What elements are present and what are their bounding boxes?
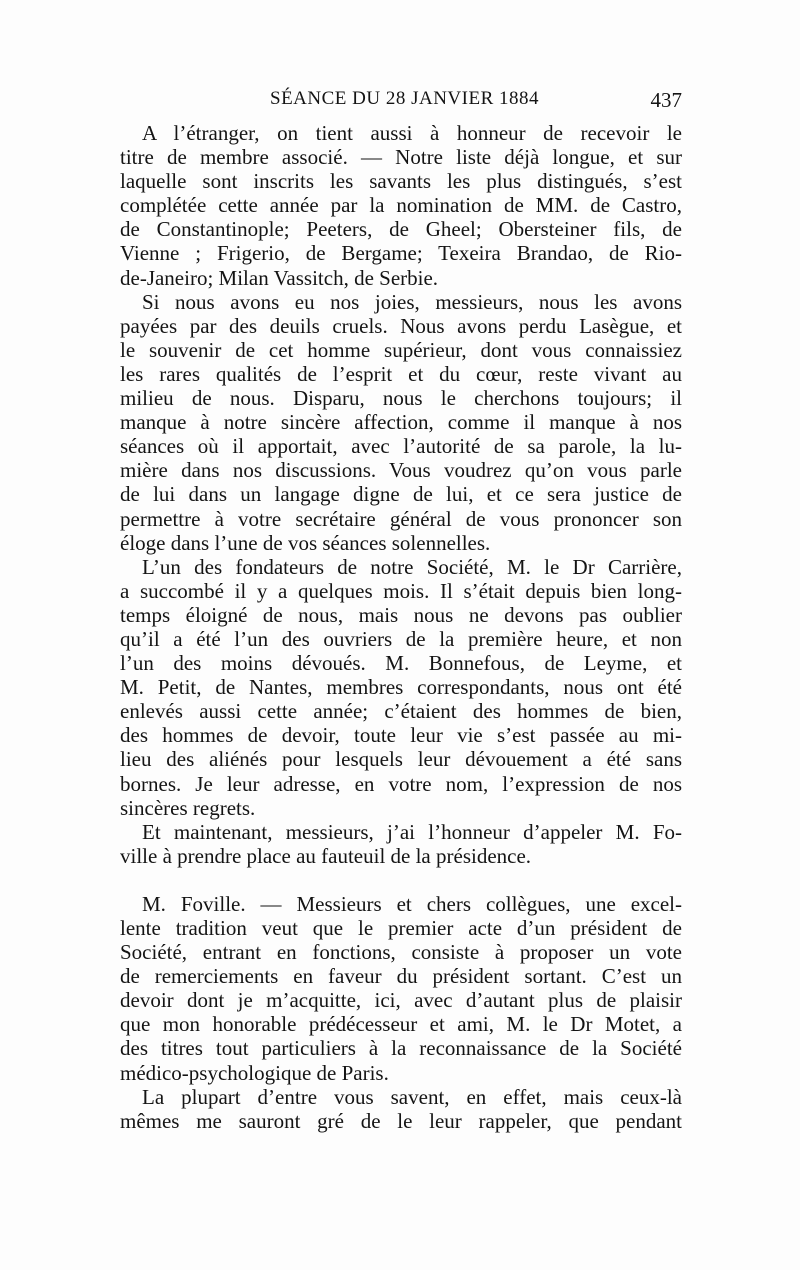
text-line: l’un des moins dévoués. M. Bonnefous, de Leyme, et	[120, 651, 682, 676]
text-line: sincères regrets.	[120, 795, 256, 820]
text-line: temps éloigné de nous, mais nous ne devons pas oublier	[120, 602, 682, 627]
text-line: ville à prendre place au fauteuil de la présidence.	[120, 843, 532, 868]
text-line: Vienne ; Frigerio, de Bergame; Texeira Brandao, de Rio-	[120, 241, 682, 266]
paragraph-foreign-members	[120, 121, 682, 290]
paragraph-invitation	[120, 820, 682, 868]
text-line: a succombé il y a quelques mois. Il s’était depuis bien long-	[120, 578, 682, 603]
text-line: bornes. Je leur adresse, en votre nom, l’expression de nos	[120, 771, 682, 796]
text-line: Société, entrant en fonctions, consiste à proposer un vote	[120, 940, 682, 965]
text-line: La plupart d’entre vous savent, en effet, mais ceux-là	[142, 1084, 682, 1109]
text-line: A l’étranger, on tient aussi à honneur de recevoir le	[142, 121, 682, 145]
text-line: que mon honorable prédécesseur et ami, M. le Dr Motet, a	[120, 1012, 682, 1037]
text-line: titre de membre associé. — Notre liste déjà longue, et sur	[120, 145, 682, 170]
text-line: le souvenir de cet homme supérieur, dont vous connaissiez	[120, 337, 682, 362]
text-line: qu’il a été l’un des ouvriers de la première heure, et non	[120, 626, 682, 651]
text-line: mêmes me sauront gré de le leur rappeler, que pendant	[120, 1108, 682, 1133]
text-line: Si nous avons eu nos joies, messieurs, nous les avons	[142, 289, 682, 314]
text-line: des hommes de devoir, toute leur vie s’est passée au mi-	[120, 723, 682, 748]
text-line: milieu de nous. Disparu, nous le cherchons toujours; il	[120, 386, 682, 411]
paragraph-founders	[120, 555, 682, 820]
paragraph-continuation	[120, 1085, 682, 1133]
text-line: laquelle sont inscrits les savants les plus distingués, s’est	[120, 169, 682, 194]
text-line: les rares qualités de l’esprit et du cœur, reste vivant au	[120, 361, 682, 386]
text-line: de-Janeiro; Milan Vassitch, de Serbie.	[120, 265, 439, 290]
text-line: de lui dans un langage digne de lui, et ce sera justice de	[120, 482, 682, 507]
running-head	[120, 88, 682, 118]
paragraph-foville-speech	[120, 892, 682, 1085]
text-line: payées par des deuils cruels. Nous avons perdu Lasègue, et	[120, 313, 682, 338]
text-line: lente tradition veut que le premier acte d’un président de	[120, 916, 682, 940]
text-line: des titres tout particuliers à la reconnaissance de la Société	[120, 1036, 682, 1061]
text-line: mière dans nos discussions. Vous voudrez qu’on vous parle	[120, 458, 682, 483]
text-line: éloge dans l’une de vos séances solennelles.	[120, 530, 491, 555]
text-line: manque à notre sincère affection, comme il manque à nos	[120, 410, 682, 435]
text-line: M. Foville. — Messieurs et chers collègues, une excel-	[142, 891, 682, 916]
running-title: SÉANCE DU 28 JANVIER 1884	[270, 88, 539, 109]
text-line: L’un des fondateurs de notre Société, M. le Dr Carrière,	[142, 554, 682, 579]
text-line: M. Petit, de Nantes, membres correspondants, nous ont été	[120, 675, 682, 700]
text-line: Et maintenant, messieurs, j’ai l’honneur d’appeler M. Fo-	[142, 819, 682, 844]
text-line: séances où il apportait, avec l’autorité de sa parole, la lu-	[120, 434, 682, 459]
text-line: complétée cette année par la nomination de MM. de Castro,	[120, 193, 682, 218]
text-line: médico-psychologique de Paris.	[120, 1060, 389, 1085]
text-line: devoir dont je m’acquitte, ici, avec d’autant plus de plaisir	[120, 988, 682, 1013]
text-line: lieu des aliénés pour lesquels leur dévouement a été sans	[120, 747, 682, 772]
text-line: de Constantinople; Peeters, de Gheel; Obersteiner fils, de	[120, 217, 682, 242]
text-line: de remerciements en faveur du président sortant. C’est un	[120, 964, 682, 989]
text-line: enlevés aussi cette année; c’étaient des hommes de bien,	[120, 699, 682, 724]
paragraph-mourning	[120, 290, 682, 555]
page-body	[120, 121, 682, 1133]
page-number: 437	[650, 88, 682, 112]
text-line: permettre à votre secrétaire général de vous prononcer son	[120, 506, 682, 531]
